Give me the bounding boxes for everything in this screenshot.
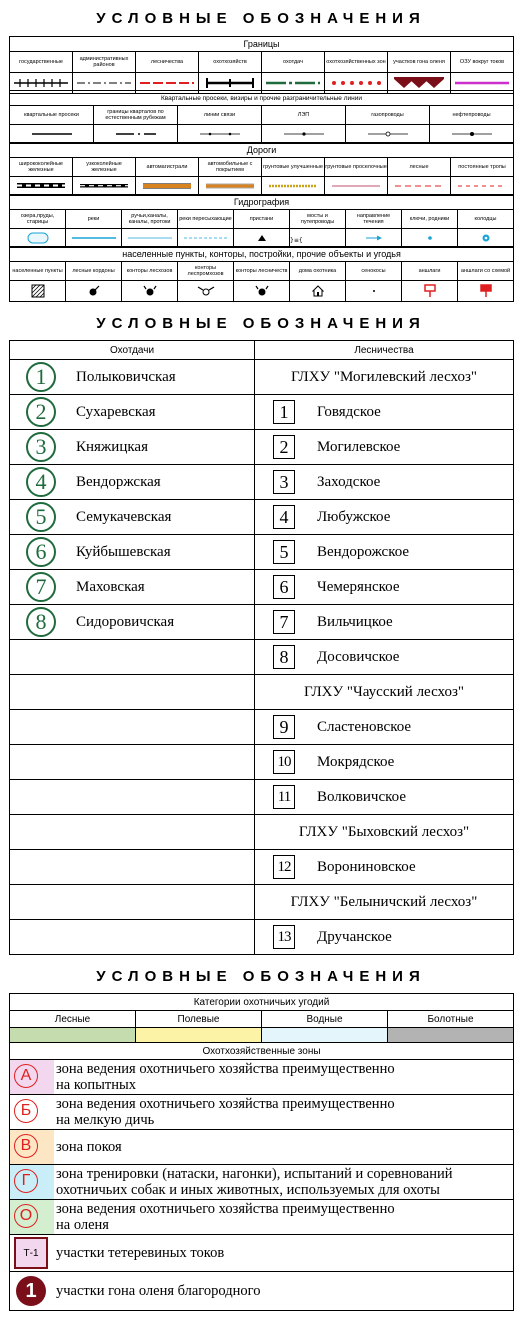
forestry-name: Могилевское <box>317 438 401 455</box>
hunting-number-badge: 4 <box>26 467 56 497</box>
hunting-column-header: Охотдачи <box>10 341 255 360</box>
hunting-name: Вендоржская <box>76 473 161 490</box>
river-symbol <box>66 229 122 248</box>
hunting-item <box>10 572 254 602</box>
zone-description <box>54 1139 122 1155</box>
zone-line-1: зона покоя <box>56 1139 122 1155</box>
roads-header: Дороги <box>10 143 514 158</box>
hunting-name: Сидоровичская <box>76 613 175 630</box>
categories-header: Категории охотничьих угодий <box>10 994 514 1011</box>
forestry-item <box>255 715 513 739</box>
forestry-cell <box>255 885 514 920</box>
zone-icon-box <box>10 1130 54 1164</box>
forestry-cell <box>255 535 514 570</box>
road-label: автомагистрали <box>136 158 199 177</box>
forestry-column-header: Лесничества <box>255 341 514 360</box>
hydro-label: реки пересыхающие <box>178 210 234 229</box>
table-row <box>10 500 514 535</box>
forestry-name: Вильчицкое <box>317 613 393 630</box>
road-label: грунтовые проселочные <box>325 158 388 177</box>
table-row <box>10 745 514 780</box>
zone-item <box>10 1200 513 1234</box>
forestry-group-title: ГЛХУ "Быховский лесхоз" <box>298 823 470 840</box>
hydro-label: пристани <box>234 210 290 229</box>
hunting-number-badge: 1 <box>26 362 56 392</box>
zone-line-1: зона ведения охотничьего хозяйства преимущественно <box>56 1201 395 1217</box>
water-swatch <box>262 1028 388 1043</box>
forestry-name: Чемерянское <box>317 578 400 595</box>
hunting-cell <box>10 745 255 780</box>
hunting-number-badge: 7 <box>26 572 56 602</box>
forestry-item <box>255 785 513 809</box>
hunting-item <box>10 362 254 392</box>
hydrography-header: Гидрография <box>10 195 514 210</box>
forestry-cell <box>255 710 514 745</box>
deer-rut-number: 1 <box>25 1280 37 1302</box>
zone-cell <box>10 1200 514 1235</box>
forestry-group-title: ГЛХУ "Чаусский лесхоз" <box>303 683 465 700</box>
zone-icon-box <box>10 1165 54 1199</box>
forestry-item <box>255 400 513 424</box>
narrow-gauge-rail-symbol <box>73 177 136 196</box>
cordon-icon <box>66 281 122 302</box>
hunting-item <box>10 502 254 532</box>
table-row <box>10 640 514 675</box>
border-label: охотхозяйств <box>199 52 262 73</box>
forestry-number-box: 13 <box>273 925 295 949</box>
trail-symbol <box>451 177 514 196</box>
forest-road-symbol <box>388 177 451 196</box>
zone-cell <box>10 1165 514 1200</box>
grouse-item <box>10 1235 513 1271</box>
table-row <box>10 605 514 640</box>
sign-icon <box>402 281 458 302</box>
forestry-name: Любужское <box>317 508 391 525</box>
hunting-cell <box>10 780 255 815</box>
settlement-label: конторы лесхозов <box>122 262 178 281</box>
forestry-name: Заходское <box>317 473 381 490</box>
improved-dirt-road-symbol <box>262 177 325 196</box>
clearing-label: квартальные просеки <box>10 106 94 125</box>
table-row <box>10 395 514 430</box>
forestry-name: Волковичское <box>317 788 406 805</box>
forestry-item <box>255 470 513 494</box>
settlement-label: дома охотника <box>290 262 346 281</box>
settlement-label: конторы лесничеств <box>234 262 290 281</box>
hunting-lands-table <box>9 993 514 1311</box>
flow-direction-symbol <box>346 229 402 248</box>
hunting-cell <box>10 710 255 745</box>
hydro-label: мосты и путепроводы <box>290 210 346 229</box>
forestry-name: Сластеновское <box>317 718 412 735</box>
settlements-table <box>9 246 514 302</box>
hunting-cell <box>10 920 255 955</box>
border-label: ОЗУ вокруг токов <box>451 52 514 73</box>
hunting-cell <box>10 500 255 535</box>
hunting-item <box>10 397 254 427</box>
table-row <box>10 675 514 710</box>
zone-letter-icon: Б <box>14 1099 38 1123</box>
roads-table <box>9 142 514 196</box>
zone-letter-icon: А <box>14 1064 38 1088</box>
hydro-label: озера,пруды, старицы <box>10 210 66 229</box>
forestry-item <box>255 435 513 459</box>
hunting-name: Княжицкая <box>76 438 148 455</box>
hunting-number-badge: 8 <box>26 607 56 637</box>
zone-line-2: на оленя <box>56 1217 109 1233</box>
grouse-lek-code: Т-1 <box>23 1247 39 1259</box>
clearing-label: границы кварталов по естественным рубежам <box>94 106 178 125</box>
zone-row <box>10 1200 514 1235</box>
forestry-group-title: ГЛХУ "Могилевский лесхоз" <box>290 368 478 385</box>
zone-cell <box>10 1060 514 1095</box>
hunting-cell <box>10 850 255 885</box>
hydro-label: ручьи,каналы, каналы, протоки <box>122 210 178 229</box>
legend-title-2: УСЛОВНЫЕ ОБОЗНАЧЕНИЯ <box>96 315 426 332</box>
forestry-number-box: 6 <box>273 575 295 599</box>
forestry-cell <box>255 780 514 815</box>
settlement-label: населенные пункты <box>10 262 66 281</box>
clearings-header: Квартальные просеки, визиры и прочие разграничительные линии <box>10 91 514 106</box>
zone-line-2: охотничьих собак и иных животных, используемых для охоты <box>56 1182 440 1198</box>
settlement-hatch-icon <box>10 281 66 302</box>
forestry-number-box: 11 <box>273 785 295 809</box>
swamp-swatch <box>388 1028 514 1043</box>
deer-row <box>10 1272 514 1311</box>
zone-line-1: зона ведения охотничьего хозяйства преимущественно <box>56 1096 395 1112</box>
forestry-cell <box>255 430 514 465</box>
highway-symbol <box>136 177 199 196</box>
borders-header: Границы <box>10 37 514 52</box>
border-label: охотхозяйственных зон <box>325 52 388 73</box>
forestry-cell <box>255 360 514 395</box>
forestry-number-box: 4 <box>273 505 295 529</box>
deer-label: участки гона оленя благородного <box>56 1283 261 1299</box>
category-label: Полевые <box>136 1011 262 1028</box>
forestry-name: Мокрядское <box>317 753 395 770</box>
forestry-item <box>255 505 513 529</box>
table-row <box>10 920 514 955</box>
hunting-cell <box>10 395 255 430</box>
forestry-number-box: 7 <box>273 610 295 634</box>
table-row <box>10 780 514 815</box>
leskhoz-office-icon <box>122 281 178 302</box>
table-row <box>10 535 514 570</box>
oil-pipeline-symbol <box>430 125 514 144</box>
deer-cell <box>10 1272 514 1311</box>
zone-description <box>54 1201 395 1233</box>
road-label: постоянные тропы <box>451 158 514 177</box>
road-label: автомобильные с покрытием <box>199 158 262 177</box>
hunting-cell <box>10 465 255 500</box>
forestry-cell <box>255 675 514 710</box>
gas-pipeline-symbol <box>346 125 430 144</box>
zone-cell <box>10 1095 514 1130</box>
forestry-cell <box>255 465 514 500</box>
forestry-item <box>255 645 513 669</box>
road-label: лесные <box>388 158 451 177</box>
country-road-symbol <box>325 177 388 196</box>
forestry-item <box>255 540 513 564</box>
lespromkhoz-office-icon <box>178 281 234 302</box>
forestry-name: Ворониновское <box>317 858 416 875</box>
hunting-name: Маховская <box>76 578 145 595</box>
hydro-label: колодцы <box>458 210 514 229</box>
hunting-item <box>10 537 254 567</box>
table-row <box>10 430 514 465</box>
zones-header: Охотхозяйственные зоны <box>10 1043 514 1060</box>
comm-line-symbol <box>178 125 262 144</box>
clearings-table <box>9 90 514 144</box>
zone-item <box>10 1130 513 1164</box>
table-row <box>10 710 514 745</box>
forestry-cell <box>255 850 514 885</box>
sign-scheme-icon <box>458 281 514 302</box>
table-row <box>10 815 514 850</box>
deer-rut-icon <box>16 1276 46 1306</box>
zone-line-1: зона ведения охотничьего хозяйства преимущественно <box>56 1061 395 1077</box>
deer-item <box>10 1272 513 1310</box>
zone-description <box>54 1096 395 1128</box>
forestry-number-box: 2 <box>273 435 295 459</box>
grouse-cell <box>10 1235 514 1272</box>
category-label: Болотные <box>388 1011 514 1028</box>
hunting-cell <box>10 535 255 570</box>
grouse-lek-icon <box>14 1237 48 1269</box>
zone-row <box>10 1060 514 1095</box>
field-swatch <box>136 1028 262 1043</box>
hydrography-table <box>9 194 514 248</box>
forestry-number-box: 8 <box>273 645 295 669</box>
zone-letter-icon: О <box>14 1204 38 1228</box>
stream-symbol <box>122 229 178 248</box>
zone-icon-box <box>10 1095 54 1129</box>
forestry-cell <box>255 920 514 955</box>
forestry-cell <box>255 745 514 780</box>
border-label: административных районов <box>73 52 136 73</box>
power-line-symbol <box>262 125 346 144</box>
forestry-cell <box>255 500 514 535</box>
hunting-item <box>10 432 254 462</box>
forestry-cell <box>255 605 514 640</box>
forest-swatch <box>10 1028 136 1043</box>
settlement-label: аншлаги со схемой <box>458 262 514 281</box>
quarter-clearing-symbol <box>10 125 94 144</box>
zone-item <box>10 1095 513 1129</box>
category-label: Водные <box>262 1011 388 1028</box>
zone-icon-box <box>10 1060 54 1094</box>
forestry-cell <box>255 570 514 605</box>
zone-row <box>10 1165 514 1200</box>
zone-line-1: зона тренировки (натаски, нагонки), испытаний и соревнований <box>56 1166 453 1182</box>
zone-description <box>54 1061 395 1093</box>
forestry-item <box>255 925 513 949</box>
legend-title-1: УСЛОВНЫЕ ОБОЗНАЧЕНИЯ <box>96 10 426 27</box>
border-label: лесничества <box>136 52 199 73</box>
hunting-name: Полыковичская <box>76 368 176 385</box>
hunting-number-badge: 3 <box>26 432 56 462</box>
lake-symbol <box>10 229 66 248</box>
zone-icon-box <box>10 1200 54 1234</box>
hunting-item <box>10 607 254 637</box>
table-row <box>10 850 514 885</box>
hunting-cell <box>10 885 255 920</box>
hunting-cell <box>10 675 255 710</box>
paved-road-symbol <box>199 177 262 196</box>
forestry-name: Говядское <box>317 403 381 420</box>
zone-letter-icon: Г <box>14 1169 38 1193</box>
forestry-number-box: 10 <box>273 750 295 774</box>
table-row <box>10 360 514 395</box>
hunting-cell <box>10 570 255 605</box>
border-label: государственные <box>10 52 73 73</box>
bridge-glyph: }≡{ <box>290 237 303 244</box>
hunting-name: Куйбышевская <box>76 543 171 560</box>
forestry-number-box: 9 <box>273 715 295 739</box>
road-label: узкоколейные железные <box>73 158 136 177</box>
forestry-cell <box>255 640 514 675</box>
road-label: грунтовые улучшенные <box>262 158 325 177</box>
natural-boundary-symbol <box>94 125 178 144</box>
border-label: охотдач <box>262 52 325 73</box>
forestry-cell <box>255 395 514 430</box>
table-row <box>10 465 514 500</box>
zone-item <box>10 1060 513 1094</box>
clearing-label: линии связи <box>178 106 262 125</box>
hunting-cell <box>10 815 255 850</box>
category-label: Лесные <box>10 1011 136 1028</box>
hunting-number-badge: 6 <box>26 537 56 567</box>
hayfield-icon <box>346 281 402 302</box>
border-label: участков гона оленя <box>388 52 451 73</box>
drying-river-symbol <box>178 229 234 248</box>
forestry-name: Досовичское <box>317 648 400 665</box>
bridge-symbol <box>290 229 346 248</box>
forestry-number-box: 3 <box>273 470 295 494</box>
hunting-cell <box>10 360 255 395</box>
hunting-name: Сухаревская <box>76 403 156 420</box>
settlement-label: аншлаги <box>402 262 458 281</box>
well-symbol <box>458 229 514 248</box>
hunting-name: Семукачевская <box>76 508 172 525</box>
clearing-label: ЛЭП <box>262 106 346 125</box>
hunting-number-badge: 5 <box>26 502 56 532</box>
forestry-item <box>255 855 513 879</box>
hunter-house-icon <box>290 281 346 302</box>
forestry-number-box: 1 <box>273 400 295 424</box>
table-row <box>10 570 514 605</box>
spring-symbol <box>402 229 458 248</box>
table-row <box>10 885 514 920</box>
hunting-number-badge: 2 <box>26 397 56 427</box>
hunting-forestry-table <box>9 340 514 955</box>
zone-letter-icon: В <box>14 1134 38 1158</box>
zone-cell <box>10 1130 514 1165</box>
hydro-label: реки <box>66 210 122 229</box>
hunting-item <box>10 467 254 497</box>
hydro-label: направление течения <box>346 210 402 229</box>
hunting-cell <box>10 640 255 675</box>
forestry-office-icon <box>234 281 290 302</box>
zone-item <box>10 1165 513 1199</box>
forestry-name: Дручанское <box>317 928 392 945</box>
forestry-number-box: 5 <box>273 540 295 564</box>
forestry-item <box>255 750 513 774</box>
forestry-number-box: 12 <box>273 855 295 879</box>
settlement-label: лесные кордоны <box>66 262 122 281</box>
forestry-group-title: ГЛХУ "Белыничский лесхоз" <box>290 893 478 910</box>
zone-line-2: на копытных <box>56 1077 136 1093</box>
forestry-item <box>255 575 513 599</box>
forestry-cell <box>255 815 514 850</box>
settlement-label: конторы леспромхозов <box>178 262 234 281</box>
zone-row <box>10 1130 514 1165</box>
legend-title-3: УСЛОВНЫЕ ОБОЗНАЧЕНИЯ <box>96 968 426 985</box>
zone-row <box>10 1095 514 1130</box>
pier-symbol <box>234 229 290 248</box>
zone-description <box>54 1166 453 1198</box>
hunting-cell <box>10 430 255 465</box>
clearing-label: нефтепроводы <box>430 106 514 125</box>
grouse-row <box>10 1235 514 1272</box>
forestry-name: Вендорожское <box>317 543 410 560</box>
hunting-cell <box>10 605 255 640</box>
grouse-label: участки тетеревиных токов <box>56 1245 225 1261</box>
zone-line-2: на мелкую дичь <box>56 1112 155 1128</box>
symbols-table <box>9 36 514 94</box>
road-label: ширококолейные железные <box>10 158 73 177</box>
forestry-item <box>255 610 513 634</box>
broad-gauge-rail-symbol <box>10 177 73 196</box>
settlements-header: населенные пункты, конторы, постройки, прочие объекты и угодья <box>10 247 514 262</box>
settlement-label: сенокосы <box>346 262 402 281</box>
clearing-label: газопроводы <box>346 106 430 125</box>
hydro-label: ключи, родники <box>402 210 458 229</box>
